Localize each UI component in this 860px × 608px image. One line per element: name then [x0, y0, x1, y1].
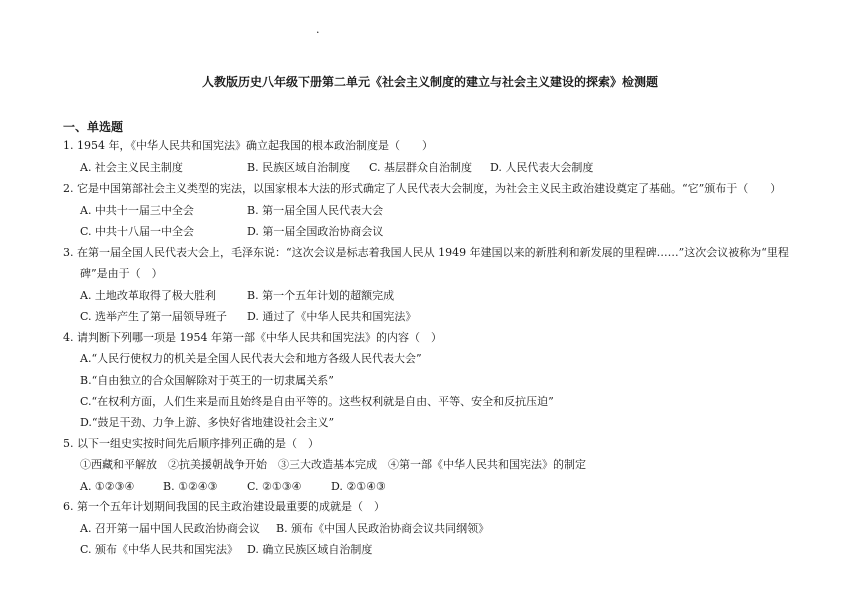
- header-mark: .: [316, 23, 320, 36]
- question-2-option-b: B. 第一届全国人民代表大会: [247, 204, 384, 217]
- question-6-stem: 6. 第一个五年计划期间我国的民主政治建设最重要的成就是（ ）: [63, 500, 385, 513]
- question-3-option-b: B. 第一个五年计划的超额完成: [247, 289, 395, 302]
- question-1-stem: 1. 1954 年，《中华人民共和国宪法》确立起我国的根本政治制度是（ ）: [63, 139, 433, 152]
- question-5-option-d: D. ②①④③: [331, 480, 386, 493]
- question-2-option-d: D. 第一届全国政治协商会议: [247, 225, 384, 238]
- question-2-stem: 2. 它是中国第部社会主义类型的宪法，以国家根本大法的形式确定了人民代表大会制度，为社会主义民主政治建设奠定了基础。“它”颁布于（ ）: [63, 182, 782, 195]
- question-5-option-b: B. ①②④③: [163, 480, 218, 493]
- question-5-items: ①西藏和平解放 ②抗美援朝战争开始 ③三大改造基本完成 ④第一部《中华人民共和国宪法》的制定: [80, 458, 586, 471]
- question-1-option-a: A. 社会主义民主制度: [80, 161, 183, 174]
- question-2-option-a: A. 中共十一届三中全会: [80, 204, 194, 217]
- question-3-stem-line-2: 碑”是由于（ ）: [80, 267, 163, 280]
- question-3-option-c: C. 选举产生了第一届领导班子: [80, 310, 228, 323]
- question-6-option-d: D. 确立民族区域自治制度: [247, 543, 373, 556]
- question-4-stem: 4. 请判断下列哪一项是 1954 年第一部《中华人民共和国宪法》的内容（ ）: [63, 331, 442, 344]
- question-3-option-d: D. 通过了《中华人民共和国宪法》: [247, 310, 417, 323]
- section-heading: 一、单选题: [63, 120, 124, 134]
- question-6-option-b: B. 颁布《中国人民政治协商会议共同纲领》: [276, 522, 490, 535]
- question-5-option-c: C. ②①③④: [247, 480, 302, 493]
- question-5-stem: 5. 以下一组史实按时间先后顺序排列正确的是（ ）: [63, 437, 319, 450]
- question-2-option-c: C. 中共十八届一中全会: [80, 225, 195, 238]
- question-1-option-b: B. 民族区域自治制度: [247, 161, 351, 174]
- question-4-option-c: C.“在权利方面，人们生来是而且始终是自由平等的。这些权利就是自由、平等、安全和反抗压迫”: [80, 395, 554, 408]
- question-3-option-a: A. 土地改革取得了极大胜利: [80, 289, 216, 302]
- question-1-option-c: C. 基层群众自治制度: [369, 161, 473, 174]
- question-1-option-d: D. 人民代表大会制度: [490, 161, 594, 174]
- question-6-option-a: A. 召开第一届中国人民政治协商会议: [80, 522, 260, 535]
- question-3-stem-line-1: 3. 在第一届全国人民代表大会上，毛泽东说：“这次会议是标志着我国人民从 1949 年建国以来的新胜利和新发展的里程碑……”这次会议被称为“里程: [63, 246, 789, 259]
- question-4-option-a: A.“人民行使权力的机关是全国人民代表大会和地方各级人民代表大会”: [80, 352, 422, 365]
- question-5-option-a: A. ①②③④: [80, 480, 135, 493]
- question-4-option-b: B.“自由独立的合众国解除对于英王的一切隶属关系”: [80, 374, 334, 387]
- question-4-option-d: D.“鼓足干劲、力争上游、多快好省地建设社会主义”: [80, 416, 335, 429]
- document-title: 人教版历史八年级下册第二单元《社会主义制度的建立与社会主义建设的探索》检测题: [201, 75, 658, 89]
- question-6-option-c: C. 颁布《中华人民共和国宪法》: [80, 543, 239, 556]
